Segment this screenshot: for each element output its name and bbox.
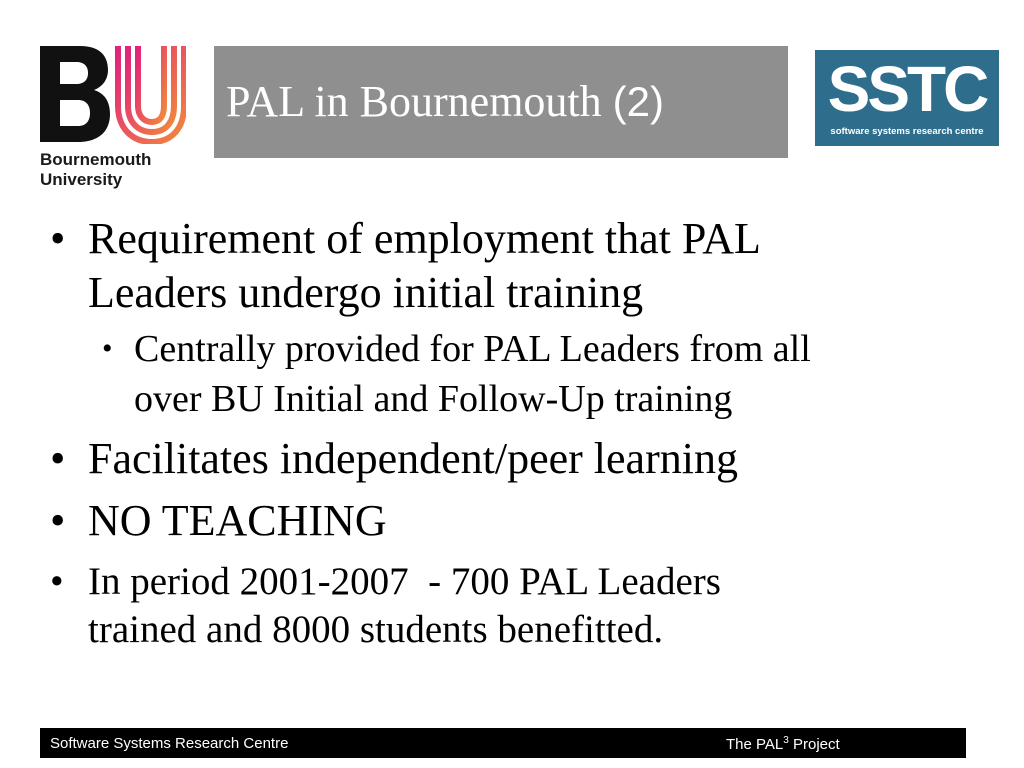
sub-bullet-item-1: [50, 324, 970, 424]
bullet-3-line-1: NO TEACHING: [88, 496, 387, 545]
slide-title-main: PAL in Bournemouth: [226, 77, 613, 126]
sub-bullet-1-line-1: Centrally provided for PAL Leaders from all: [134, 328, 811, 370]
bu-logo-mark: [38, 44, 186, 144]
slide-title-bar: [214, 46, 788, 158]
bullet-1-line-1: Requirement of employment that PAL: [88, 214, 761, 263]
bullet-item-1: [50, 212, 970, 320]
bullet-item-2: [50, 432, 970, 486]
bullet-dot: •: [50, 560, 64, 603]
bullet-item-3: [50, 494, 970, 548]
bu-logo-text: [40, 150, 151, 190]
sub-bullet-1-line-2: over BU Initial and Follow-Up training: [134, 378, 733, 420]
bullet-dot: •: [50, 214, 66, 263]
bullet-2-line-1: Facilitates independent/peer learning: [88, 434, 738, 483]
sub-bullet-dot: •: [102, 332, 113, 365]
bullet-1-line-2: Leaders undergo initial training: [88, 268, 644, 317]
footer-project-suffix: Project: [788, 736, 840, 753]
footer-organization: Software Systems Research Centre: [50, 735, 289, 752]
bu-logo-line2: University: [40, 170, 123, 189]
ssrc-logo-subtitle: software systems research centre: [830, 126, 984, 137]
bullet-4-line-2: trained and 8000 students benefitted.: [88, 608, 664, 651]
ssrc-logo: [815, 50, 999, 146]
footer-project-prefix: The PAL: [726, 736, 784, 753]
slide-body: [50, 212, 970, 654]
footer-project-superscript: 3: [783, 735, 789, 746]
bu-logo-line1: Bournemouth: [40, 150, 152, 169]
slide-title-number: (2): [612, 78, 664, 125]
bournemouth-university-logo: [38, 44, 188, 194]
bullet-item-4: [50, 558, 970, 654]
bullet-dot: •: [50, 434, 66, 483]
bullet-4-line-1: In period 2001-2007 - 700 PAL Leaders: [88, 560, 721, 603]
slide-footer: [40, 728, 966, 758]
footer-project: [726, 735, 840, 753]
ssrc-logo-word: SSTC: [827, 53, 987, 125]
slide-title: [226, 76, 664, 127]
bullet-dot: •: [50, 496, 66, 545]
